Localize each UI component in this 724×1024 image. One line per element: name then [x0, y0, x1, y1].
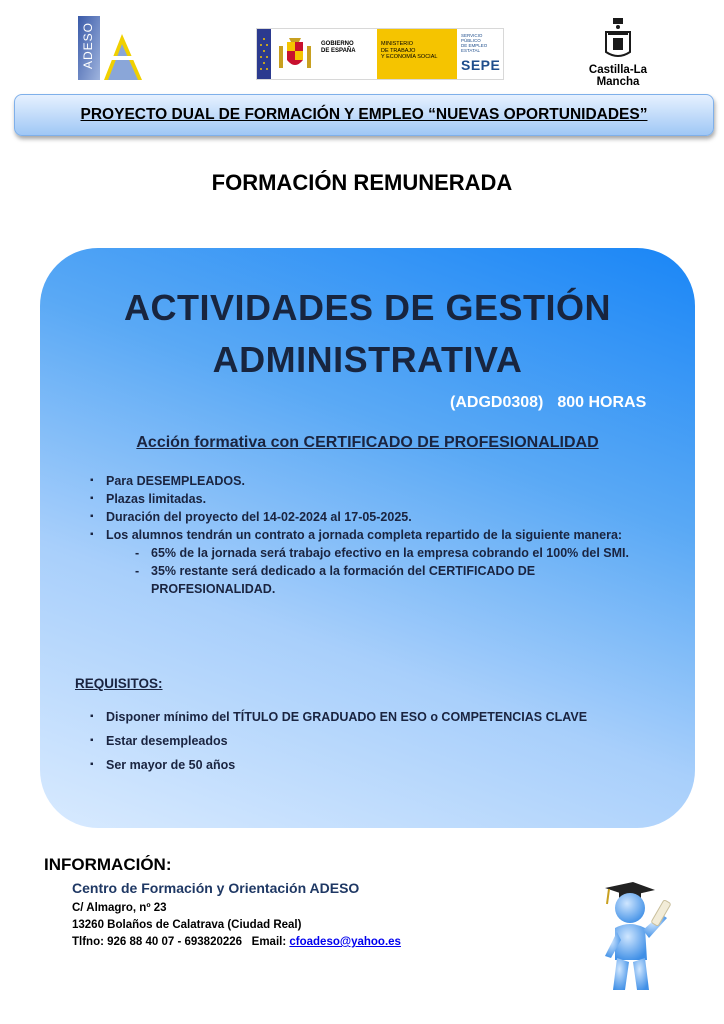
graduate-figure-icon: [595, 878, 680, 996]
gobierno-line2: DE ESPAÑA: [321, 48, 356, 54]
course-title-line1: ACTIVIDADES DE GESTIÓN: [123, 287, 612, 328]
sepe-text: SEPE: [461, 57, 501, 73]
list-item: [90, 526, 660, 598]
email-link[interactable]: cfoadeso@yahoo.es: [289, 936, 401, 948]
sub-list-item: - 35% restante será dedicado a la formación del CERTIFICADO DE PROFESIONALIDAD.: [135, 562, 660, 598]
address-line1: C/ Almagro, nº 23: [72, 902, 167, 914]
project-banner: [14, 94, 714, 136]
region-name: Castilla-La Mancha: [588, 64, 648, 88]
list-item: ▪ Para DESEMPLEADOS.: [90, 472, 660, 490]
subtitle: FORMACIÓN REMUNERADA: [211, 170, 513, 195]
list-item-text: Los alumnos tendrán un contrato a jornada completa repartido de la siguiente manera:: [106, 528, 623, 542]
info-title: INFORMACIÓN:: [44, 855, 172, 874]
coat-of-arms-icon: [271, 29, 319, 79]
castle-icon: [603, 16, 633, 58]
adeso-logo-text: ADESO: [81, 22, 95, 70]
phone: Tlfno: 926 88 40 07 - 693820226: [72, 936, 243, 948]
sepe-small-line2: DE EMPLEO ESTATAL: [461, 43, 488, 53]
ministry-line1: MINISTERIO: [381, 41, 414, 47]
phone-email-line: [72, 934, 401, 951]
ministry-text: [377, 29, 457, 79]
accion-formativa: Acción formativa con CERTIFICADO DE PROFESIONALIDAD: [136, 434, 599, 451]
list-item: ▪ Plazas limitadas.: [90, 490, 660, 508]
requisitos-title: REQUISITOS:: [75, 676, 163, 691]
list-item: ▪ Ser mayor de 50 años: [90, 756, 660, 774]
requisitos-list: [90, 708, 660, 780]
project-title: PROYECTO DUAL DE FORMACIÓN Y EMPLEO “NUEVAS OPORTUNIDADES”: [80, 106, 648, 123]
castilla-la-mancha-logo: [566, 16, 670, 88]
center-name: Centro de Formación y Orientación ADESO: [72, 880, 360, 896]
sepe-logo: [457, 29, 503, 79]
gobierno-line1: GOBIERNO: [321, 41, 354, 47]
list-item: ▪ Duración del proyecto del 14-02-2024 al 17-05-2025.: [90, 508, 660, 526]
ministry-line2: DE TRABAJO: [381, 47, 416, 54]
course-title-line2: ADMINISTRATIVA: [212, 339, 523, 380]
course-code: (ADGD0308): [450, 394, 544, 411]
contact-info: [72, 880, 401, 951]
email-label: Email:: [251, 936, 287, 948]
list-item: ▪ Disponer mínimo del TÍTULO DE GRADUADO EN ESO o COMPETENCIAS CLAVE: [90, 708, 660, 726]
sepe-small-line1: SERVICIO PÚBLICO: [461, 33, 483, 43]
course-details-list: [90, 472, 660, 598]
ministry-line3: Y ECONOMÍA SOCIAL: [381, 54, 438, 60]
sub-list-item: - 65% de la jornada será trabajo efectivo en la empresa cobrando el 100% del SMI.: [135, 544, 660, 562]
address-line2: 13260 Bolaños de Calatrava (Ciudad Real): [72, 919, 302, 931]
course-code-line: [450, 394, 646, 412]
list-item: ▪ Estar desempleados: [90, 732, 660, 750]
adeso-logo: [78, 16, 144, 80]
contract-breakdown-list: [106, 544, 660, 598]
course-title: [40, 282, 695, 386]
gobierno-text: [319, 29, 377, 79]
course-hours: 800 HORAS: [557, 394, 647, 411]
gobierno-sepe-logo: [256, 28, 504, 80]
eu-flag-icon: [257, 29, 271, 79]
